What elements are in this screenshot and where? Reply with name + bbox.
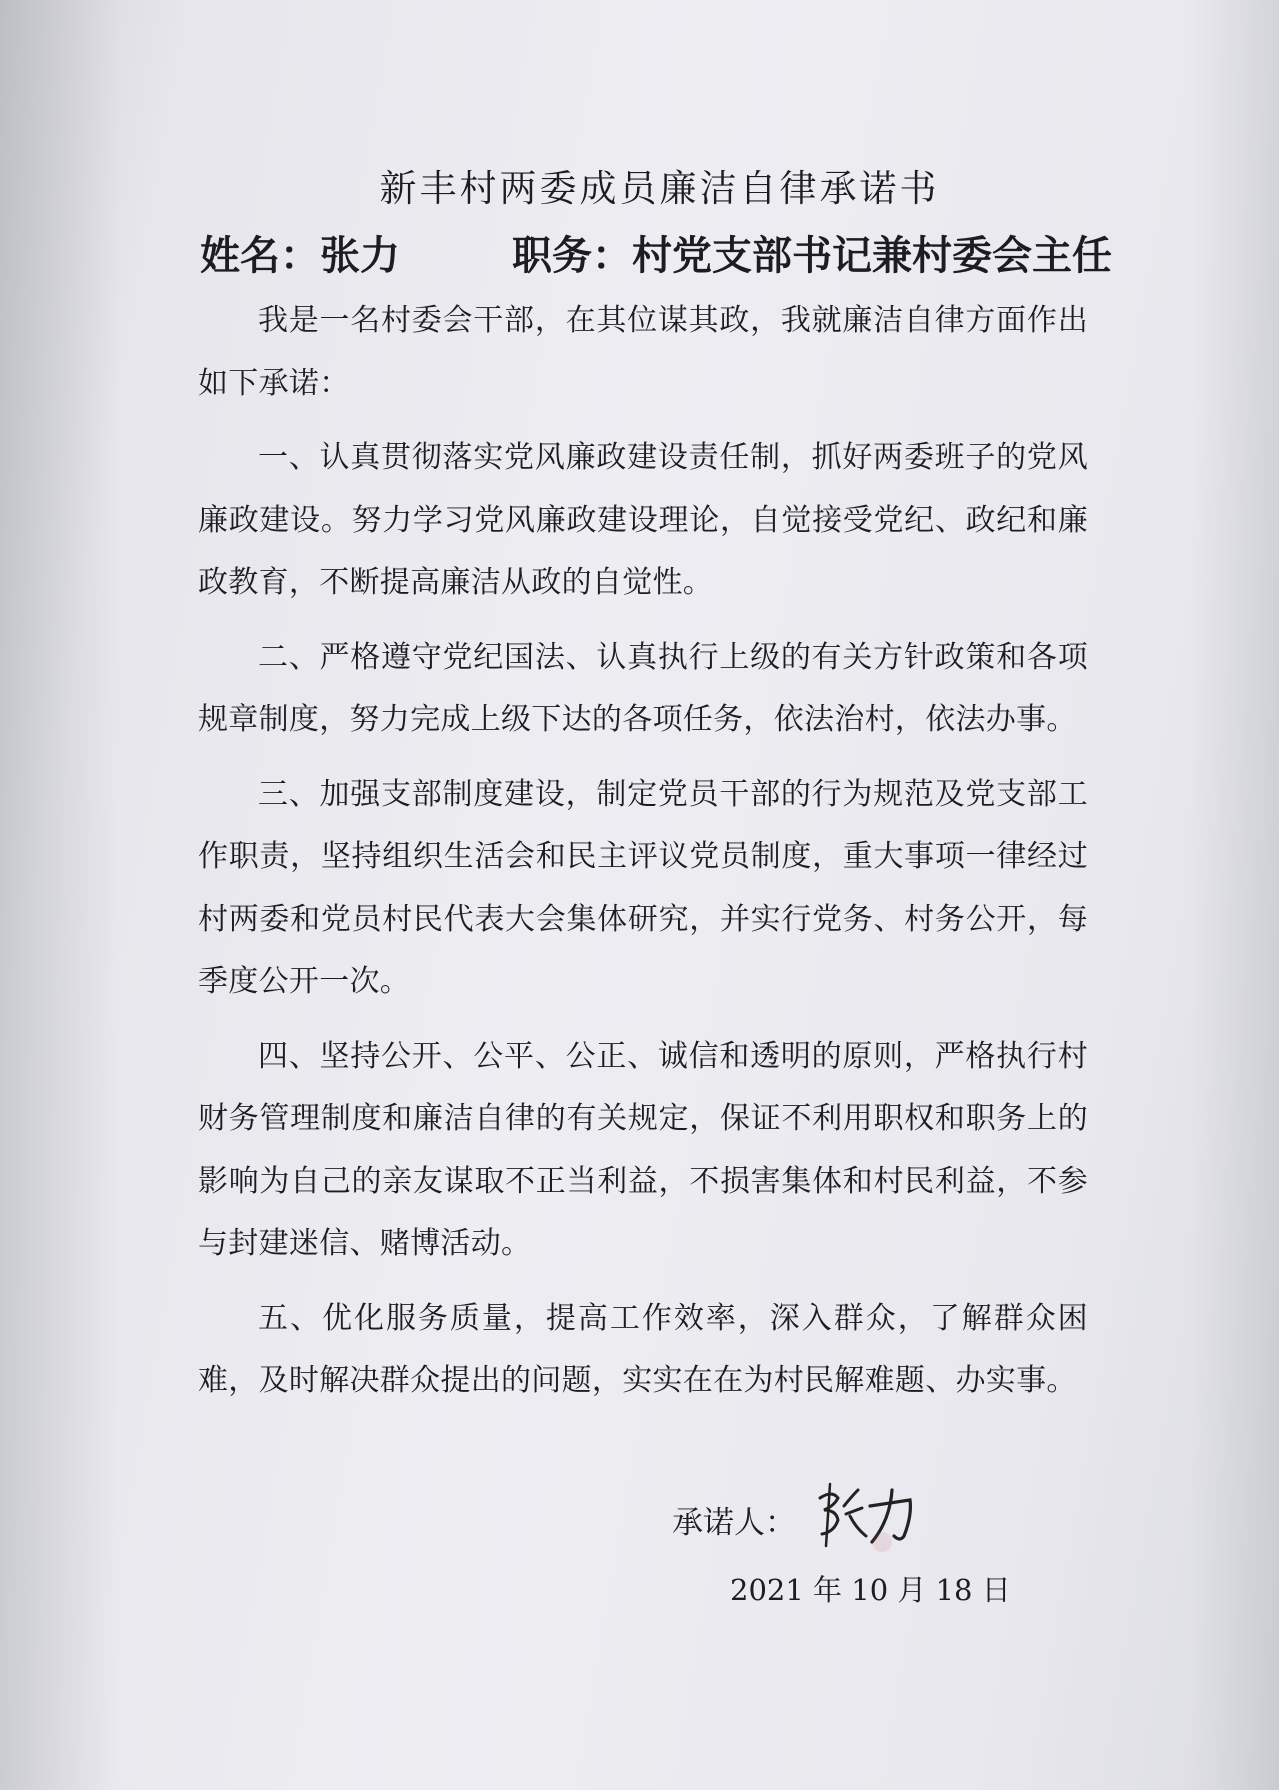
commitment-paragraph-3: 三、加强支部制度建设，制定党员干部的行为规范及党支部工作职责，坚持组织生活会和民主评议党员制度，重大事项一律经过村两委和党员村民代表大会集体研究，并实行党务、村务公开，每季度公开一次。 xyxy=(198,776,1088,999)
document-body xyxy=(198,290,1088,1413)
commitment-paragraph-1: 一、认真贯彻落实党风廉政建设责任制，抓好两委班子的党风廉政建设。努力学习党风廉政建设理论，自觉接受党纪、政纪和廉政教育，不断提高廉洁从政的自觉性。 xyxy=(198,440,1088,600)
commitment-paragraph-2: 二、严格遵守党纪国法、认真执行上级的有关方针政策和各项规章制度，努力完成上级下达的各项任务，依法治村，依法办事。 xyxy=(198,639,1088,737)
commitment-paragraph-4: 四、坚持公开、公平、公正、诚信和透明的原则，严格执行村财务管理制度和廉洁自律的有关规定，保证不利用职权和职务上的影响为自己的亲友谋取不正当利益，不损害集体和村民利益，不参与封建迷信、赌博活动。 xyxy=(198,1038,1088,1261)
page-shadow-right xyxy=(1189,0,1279,1790)
promiser-label: 承诺人： xyxy=(672,1505,796,1541)
commitment-paragraph-5: 五、优化服务质量，提高工作效率，深入群众，了解群众困难，及时解决群众提出的问题，实实在在为村民解难题、办实事。 xyxy=(198,1300,1088,1398)
page-shadow-left xyxy=(0,0,120,1790)
position-field: 职务：村党支部书记兼村委会主任 xyxy=(512,232,1112,279)
info-line xyxy=(200,224,1112,281)
document-date: 2021 年 10 月 18 日 xyxy=(730,1573,1011,1607)
document-title: 新丰村两委成员廉洁自律承诺书 xyxy=(379,167,940,210)
handwritten-signature xyxy=(812,1476,922,1556)
intro-paragraph: 我是一名村委会干部，在其位谋其政，我就廉洁自律方面作出如下承诺： xyxy=(198,303,1088,401)
name-field: 姓名：张力 xyxy=(200,232,400,279)
